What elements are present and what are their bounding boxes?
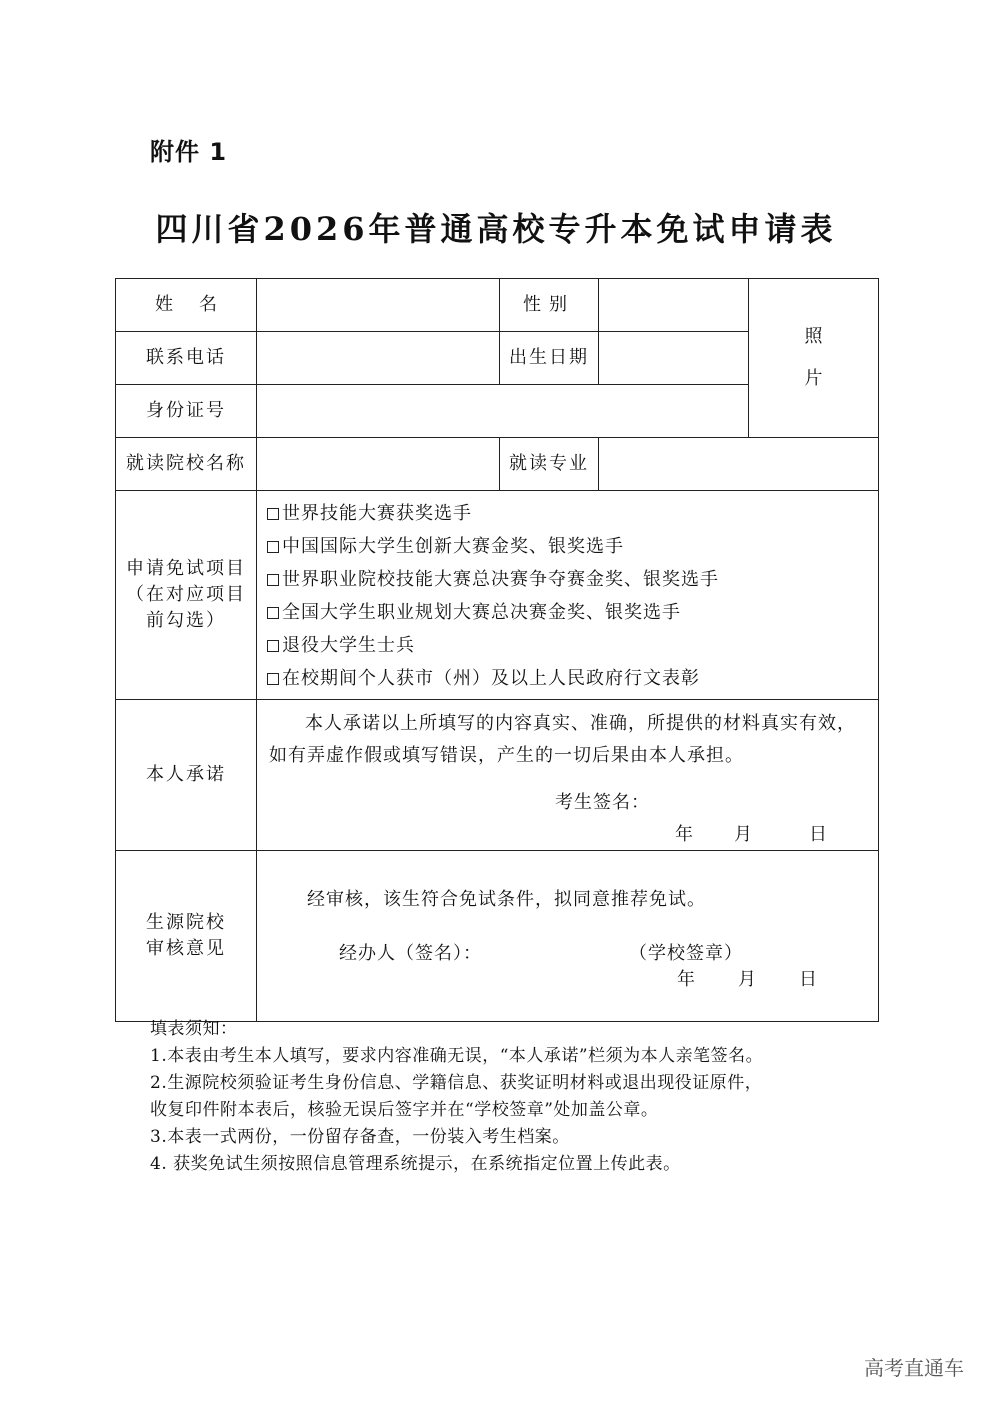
phone-label: 联系电话 xyxy=(116,332,257,385)
phone-field[interactable] xyxy=(257,332,500,385)
name-label: 姓名 xyxy=(116,279,257,332)
application-label-line-1: 申请免试项目 xyxy=(126,558,246,579)
application-options xyxy=(257,491,879,700)
promise-text: 本人承诺以上所填写的内容真实、准确，所提供的材料真实有效，如有弄虚作假或填写错误，产生的一切后果由本人承担。 xyxy=(269,713,856,766)
review-label-line-1: 生源院校 xyxy=(146,912,226,933)
review-cell xyxy=(257,851,879,1022)
instructions-title: 填表须知： xyxy=(150,1019,238,1039)
option-item[interactable] xyxy=(267,497,878,530)
birth-field[interactable] xyxy=(599,332,749,385)
checkbox-icon[interactable] xyxy=(267,640,279,652)
option-text: 世界技能大赛获奖选手 xyxy=(282,503,472,524)
annex-label: 附件 1 xyxy=(150,138,228,166)
option-text: 退役大学生士兵 xyxy=(282,635,415,656)
school-stamp-label[interactable]: （学校签章） xyxy=(629,943,743,964)
name-field[interactable] xyxy=(257,279,500,332)
gender-field[interactable] xyxy=(599,279,749,332)
checkbox-icon[interactable] xyxy=(267,574,279,586)
photo-label-1: 照 xyxy=(804,326,823,347)
watermark: 高考直通车 xyxy=(864,1356,964,1380)
school-field[interactable] xyxy=(257,438,500,491)
fill-instructions xyxy=(150,1016,763,1178)
checkbox-icon[interactable] xyxy=(267,673,279,685)
birth-label: 出生日期 xyxy=(500,332,599,385)
application-label xyxy=(116,491,257,700)
review-date xyxy=(677,965,818,991)
option-item[interactable] xyxy=(267,629,878,662)
option-item[interactable] xyxy=(267,662,878,695)
instruction-item: 1.本表由考生本人填写，要求内容准确无误，“本人承诺”栏须为本人亲笔签名。 xyxy=(150,1046,764,1066)
handler-signature-label[interactable]: 经办人（签名）： xyxy=(339,943,482,964)
photo-box[interactable] xyxy=(749,279,879,438)
promise-cell xyxy=(257,700,879,851)
review-month: 月 xyxy=(738,969,757,990)
form-title: 四川省2026年普通高校专升本免试申请表 xyxy=(155,210,837,248)
option-item[interactable] xyxy=(267,563,878,596)
option-text: 中国国际大学生创新大赛金奖、银奖选手 xyxy=(282,536,624,557)
review-text: 经审核，该生符合免试条件，拟同意推荐免试。 xyxy=(307,889,706,910)
photo-label-2: 片 xyxy=(804,368,823,389)
promise-label: 本人承诺 xyxy=(116,700,257,851)
promise-day: 日 xyxy=(809,824,828,845)
checkbox-icon[interactable] xyxy=(267,607,279,619)
review-label-line-2: 审核意见 xyxy=(146,938,226,959)
option-text: 世界职业院校技能大赛总决赛争夺赛金奖、银奖选手 xyxy=(282,569,719,590)
checkbox-icon[interactable] xyxy=(267,508,279,520)
instruction-item: 3.本表一式两份，一份留存备查，一份装入考生档案。 xyxy=(150,1127,570,1147)
promise-date xyxy=(675,820,828,846)
application-form-table xyxy=(115,278,879,1022)
checkbox-icon[interactable] xyxy=(267,541,279,553)
gender-label: 性别 xyxy=(500,279,599,332)
option-item[interactable] xyxy=(267,530,878,563)
review-day: 日 xyxy=(799,969,818,990)
option-text: 在校期间个人获市（州）及以上人民政府行文表彰 xyxy=(282,668,700,689)
student-signature-label[interactable]: 考生签名： xyxy=(555,792,650,813)
option-text: 全国大学生职业规划大赛总决赛金奖、银奖选手 xyxy=(282,602,681,623)
instruction-item: 4. 获奖免试生须按照信息管理系统提示，在系统指定位置上传此表。 xyxy=(150,1154,681,1174)
application-label-line-2: （在对应项目 xyxy=(126,584,246,605)
instruction-item: 收复印件附本表后，核验无误后签字并在“学校签章”处加盖公章。 xyxy=(150,1100,659,1120)
major-label: 就读专业 xyxy=(500,438,599,491)
major-field[interactable] xyxy=(599,438,879,491)
promise-year: 年 xyxy=(675,824,694,845)
id-number-field[interactable] xyxy=(257,385,749,438)
option-item[interactable] xyxy=(267,596,878,629)
id-number-label: 身份证号 xyxy=(116,385,257,438)
application-label-line-3: 前勾选） xyxy=(146,610,226,631)
review-label xyxy=(116,851,257,1022)
instruction-item: 2.生源院校须验证考生身份信息、学籍信息、获奖证明材料或退出现役证原件， xyxy=(150,1073,763,1093)
promise-month: 月 xyxy=(734,824,753,845)
school-label: 就读院校名称 xyxy=(116,438,257,491)
review-year: 年 xyxy=(677,969,696,990)
